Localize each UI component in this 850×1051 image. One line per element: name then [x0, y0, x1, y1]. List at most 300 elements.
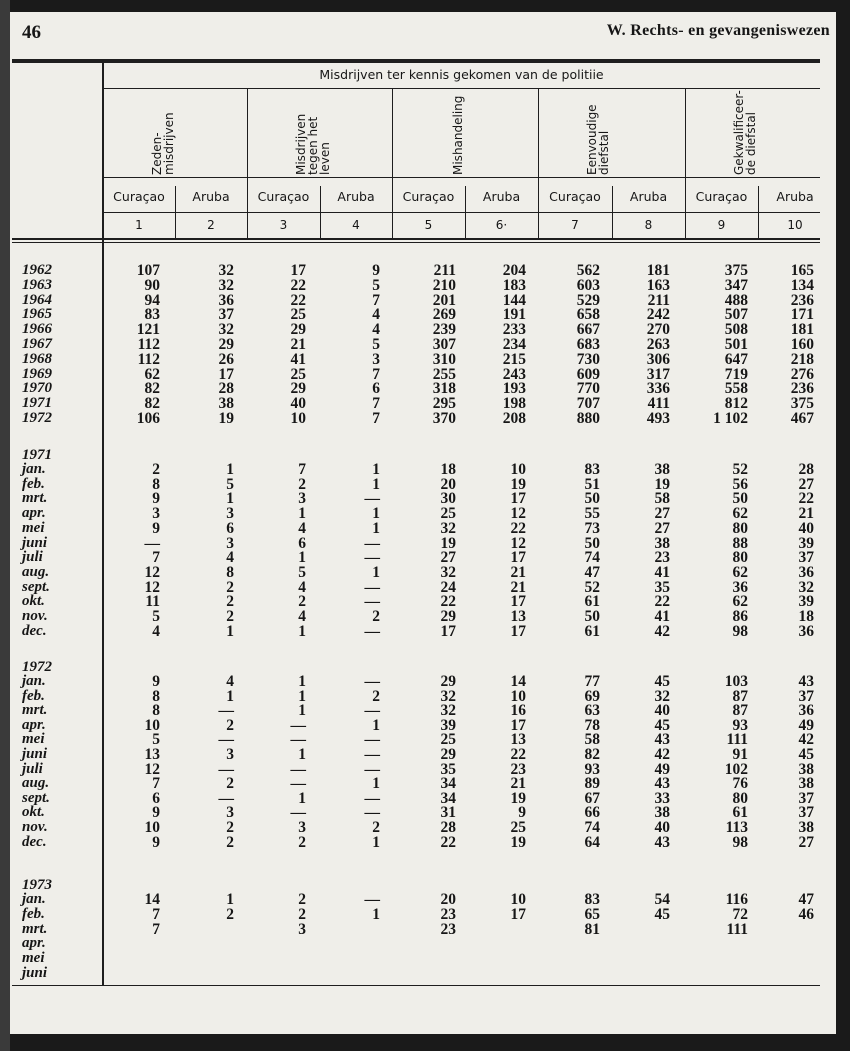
- table-cell: 14: [510, 673, 526, 690]
- table-cell: 1: [226, 891, 234, 908]
- table-cell: 7: [372, 410, 380, 427]
- table-cell: 5: [152, 608, 160, 625]
- table-cell: 116: [725, 891, 748, 908]
- table-cell: 658: [576, 306, 600, 324]
- table-cell: 183: [502, 276, 526, 294]
- column-header: Curaçao: [257, 189, 310, 204]
- table-cell: 3: [226, 804, 234, 822]
- column-number: 10: [787, 218, 803, 232]
- table-cell: 4: [372, 321, 380, 339]
- table-cell: 1: [298, 789, 306, 807]
- table-cell: 770: [576, 380, 600, 398]
- table-cell: 36: [218, 291, 234, 309]
- table-cell: 10: [290, 410, 306, 427]
- table-cell: 87: [732, 702, 748, 720]
- table-cell: 1: [226, 687, 234, 705]
- table-cell: 98: [732, 833, 748, 851]
- row-label: mei: [22, 950, 45, 967]
- table-cell: 98: [732, 622, 748, 640]
- table-cell: 77: [584, 673, 600, 690]
- column-header: Curaçao: [549, 189, 601, 204]
- table-cell: 29: [290, 321, 306, 339]
- table-cell: 36: [798, 702, 814, 720]
- table-cell: 236: [790, 380, 814, 398]
- table-cell: 22: [798, 490, 814, 508]
- table-cell: 23: [654, 549, 670, 567]
- table-cell: 719: [724, 365, 748, 383]
- table-cell: 2: [372, 819, 380, 836]
- table-cell: 12: [144, 578, 160, 596]
- table-cell: 52: [732, 461, 748, 478]
- table-cell: —: [364, 549, 380, 567]
- table-cell: 17: [510, 622, 526, 640]
- row-label: 1969: [22, 365, 52, 382]
- table-cell: 233: [502, 321, 526, 339]
- table-cell: 29: [440, 608, 456, 625]
- table-cell: 74: [584, 549, 600, 567]
- table-cell: 16: [510, 702, 526, 720]
- table-cell: 11: [145, 593, 160, 611]
- table-cell: 181: [646, 262, 670, 279]
- chapter-title: W. Rechts- en gevangeniswezen: [606, 22, 830, 39]
- table-cell: —: [364, 490, 380, 508]
- table-cell: 13: [510, 731, 526, 749]
- table-cell: 33: [654, 789, 670, 807]
- table-cell: 276: [790, 365, 814, 383]
- table-cell: 1: [226, 490, 234, 508]
- table-cell: 36: [798, 622, 814, 640]
- table-cell: 62: [732, 593, 748, 611]
- table-cell: 201: [432, 291, 456, 309]
- row-label: jan.: [22, 673, 46, 689]
- group-divider: [685, 88, 686, 238]
- column-header: Curaçao: [113, 189, 165, 204]
- row-label: dec.: [22, 833, 47, 850]
- table-cell: 34: [440, 789, 456, 807]
- header-double-rule: [12, 242, 820, 243]
- table-cell: 19: [510, 475, 526, 493]
- row-label: juni: [22, 534, 48, 551]
- row-label: feb.: [22, 905, 45, 922]
- page-number: 46: [22, 22, 41, 43]
- table-cell: 336: [646, 380, 670, 398]
- table-cell: 558: [724, 380, 748, 398]
- table-cell: 1: [298, 702, 306, 720]
- column-header: Aruba: [337, 189, 375, 204]
- table-cell: 19: [654, 475, 670, 493]
- table-cell: 9: [152, 519, 160, 537]
- table-cell: 2: [226, 578, 234, 596]
- table-cell: 82: [144, 380, 160, 398]
- table-cell: 17: [510, 490, 526, 508]
- table-cell: 32: [654, 687, 670, 705]
- table-cell: 38: [798, 819, 814, 836]
- row-label: okt.: [22, 804, 45, 821]
- table-cell: 35: [440, 760, 456, 778]
- table-cell: 25: [510, 819, 526, 836]
- table-cell: 17: [510, 593, 526, 611]
- table-cell: 2: [372, 608, 380, 625]
- table-cell: 32: [440, 519, 456, 537]
- table-cell: 29: [218, 336, 234, 353]
- table-cell: 667: [576, 321, 600, 339]
- table-cell: 72: [732, 905, 748, 923]
- table-cell: 35: [654, 578, 670, 596]
- table-cell: 1: [298, 746, 306, 763]
- table-cell: 76: [732, 775, 748, 793]
- row-label: mei: [22, 519, 45, 536]
- table-cell: 1: [372, 833, 380, 851]
- table-cell: 375: [790, 395, 814, 413]
- table-cell: 1: [372, 475, 380, 493]
- table-cell: 17: [510, 716, 526, 734]
- table-cell: 38: [654, 534, 670, 552]
- table-cell: 7: [372, 291, 380, 309]
- table-cell: 80: [732, 519, 748, 537]
- table-cell: 211: [433, 262, 456, 279]
- table-cell: 17: [290, 262, 306, 279]
- table-cell: 22: [440, 833, 456, 851]
- table-cell: 488: [724, 291, 748, 309]
- table-cell: 3: [298, 490, 306, 508]
- table-cell: 2: [298, 833, 306, 851]
- table-cell: 12: [510, 534, 526, 552]
- table-cell: 8: [152, 475, 160, 493]
- table-cell: 25: [290, 365, 306, 383]
- table-cell: 4: [298, 519, 306, 537]
- column-header: Aruba: [629, 189, 668, 204]
- row-label: feb.: [22, 475, 45, 492]
- row-label: feb.: [22, 687, 45, 704]
- row-label: nov.: [22, 608, 48, 624]
- table-cell: 134: [790, 276, 814, 294]
- table-cell: —: [364, 673, 380, 690]
- row-label: apr.: [22, 935, 46, 952]
- table-cell: 94: [144, 291, 160, 309]
- table-cell: 81: [584, 920, 600, 938]
- table-cell: 80: [732, 549, 748, 567]
- table-cell: 7: [152, 905, 160, 923]
- table-cell: 255: [432, 365, 456, 383]
- table-cell: 2: [298, 475, 306, 493]
- table-cell: 370: [432, 410, 456, 427]
- table-cell: 19: [218, 410, 234, 427]
- table-cell: 25: [440, 731, 456, 749]
- table-cell: 1 102: [713, 410, 748, 427]
- page-edge: [0, 0, 10, 1051]
- table-cell: 88: [732, 534, 748, 552]
- column-number: 4: [352, 218, 360, 232]
- table-cell: 20: [440, 475, 456, 493]
- table-cell: 6: [226, 519, 234, 537]
- table-cell: 2: [372, 687, 380, 705]
- table-cell: 9: [152, 673, 160, 690]
- table-cell: —: [364, 593, 380, 611]
- table-cell: 37: [218, 306, 234, 324]
- table-cell: 2: [226, 833, 234, 851]
- group-divider: [247, 88, 248, 238]
- table-cell: 529: [576, 291, 600, 309]
- column-number: 1: [135, 218, 143, 232]
- group-header: Mishandeling: [451, 95, 465, 175]
- table-cell: 17: [440, 622, 456, 640]
- table-cell: 27: [798, 833, 814, 851]
- table-cell: 61: [584, 622, 600, 640]
- group-header: Gekwalificeer- de diefstal: [732, 90, 758, 175]
- column-header: Aruba: [776, 189, 814, 204]
- table-cell: 23: [440, 920, 456, 938]
- table-cell: 47: [798, 891, 814, 908]
- table-cell: 49: [798, 716, 814, 734]
- table-cell: 3: [226, 505, 234, 523]
- table-cell: 93: [584, 760, 600, 778]
- table-cell: 2: [226, 775, 234, 793]
- row-label: mrt.: [22, 490, 48, 507]
- table-cell: 10: [144, 716, 160, 734]
- table-cell: 62: [732, 563, 748, 581]
- table-cell: 7: [152, 920, 160, 938]
- table-cell: 239: [432, 321, 456, 339]
- table-cell: 27: [440, 549, 456, 567]
- row-label: 1970: [22, 380, 52, 397]
- table-cell: 3: [226, 534, 234, 552]
- table-cell: 82: [144, 395, 160, 413]
- table-cell: 4: [298, 578, 306, 596]
- table-cell: 501: [724, 336, 748, 353]
- table-cell: 208: [502, 410, 526, 427]
- table-cell: 14: [144, 891, 160, 908]
- table-cell: 38: [654, 461, 670, 478]
- table-cell: 21: [290, 336, 306, 353]
- table-cell: 144: [502, 291, 526, 309]
- table-cell: 26: [218, 350, 234, 368]
- table-cell: 10: [144, 819, 160, 836]
- table-cell: 210: [432, 276, 456, 294]
- table-cell: 2: [226, 819, 234, 836]
- table-cell: 112: [137, 350, 160, 368]
- table-cell: 22: [290, 276, 306, 294]
- table-cell: 508: [724, 321, 748, 339]
- table-cell: 37: [798, 549, 814, 567]
- table-cell: 41: [654, 563, 670, 581]
- row-label: 1971: [22, 395, 52, 412]
- row-label: 1965: [22, 306, 52, 323]
- table-cell: 3: [152, 505, 160, 523]
- row-label: aug.: [22, 775, 50, 792]
- group-divider: [392, 88, 393, 238]
- table-cell: 69: [584, 687, 600, 705]
- table-cell: 45: [798, 746, 814, 763]
- table-cell: 32: [440, 563, 456, 581]
- section-label: 1973: [22, 877, 52, 893]
- table-cell: —: [290, 804, 306, 822]
- table-cell: 42: [654, 622, 670, 640]
- table-cell: 215: [502, 350, 526, 368]
- table-cell: 1: [226, 461, 234, 478]
- table-cell: 507: [724, 306, 748, 324]
- table-cell: 1: [372, 716, 380, 734]
- table-cell: —: [364, 578, 380, 596]
- table-cell: 6: [298, 534, 306, 552]
- table-cell: 1: [226, 622, 234, 640]
- table-cell: —: [364, 746, 380, 763]
- table-cell: 29: [290, 380, 306, 398]
- table-cell: 45: [654, 905, 670, 923]
- table-cell: 181: [790, 321, 814, 339]
- row-label: juni: [22, 965, 48, 981]
- table-cell: 74: [584, 819, 600, 836]
- table-cell: 269: [432, 306, 456, 324]
- table-cell: 310: [432, 350, 456, 368]
- table-cell: 2: [298, 593, 306, 611]
- table-cell: 27: [654, 505, 670, 523]
- table-cell: 19: [510, 789, 526, 807]
- table-cell: 18: [798, 608, 814, 625]
- row-label: sept.: [22, 578, 50, 595]
- table-cell: 160: [790, 336, 814, 353]
- table-cell: 263: [646, 336, 670, 353]
- table-cell: 10: [510, 891, 526, 908]
- table-cell: 236: [790, 291, 814, 309]
- table-cell: —: [290, 731, 306, 749]
- table-cell: 2: [226, 608, 234, 625]
- row-label: mrt.: [22, 702, 48, 719]
- table-cell: 9: [372, 262, 380, 279]
- table-cell: 1: [298, 673, 306, 690]
- table-cell: —: [290, 760, 306, 778]
- table-cell: 8: [152, 702, 160, 720]
- table-cell: 171: [790, 306, 814, 324]
- table-cell: 22: [440, 593, 456, 611]
- table-cell: 7: [152, 549, 160, 567]
- table-cell: 7: [372, 395, 380, 413]
- table-cell: 21: [510, 775, 526, 793]
- table-cell: 880: [576, 410, 600, 427]
- table-cell: 12: [144, 760, 160, 778]
- table-cell: 8: [152, 687, 160, 705]
- table-cell: 111: [726, 920, 748, 938]
- section-label: 1971: [22, 447, 52, 463]
- table-cell: 40: [654, 819, 670, 836]
- header-rule: [103, 88, 820, 89]
- table-cell: 306: [646, 350, 670, 368]
- row-label: aug.: [22, 563, 50, 580]
- row-label: mrt.: [22, 920, 48, 937]
- table-cell: 82: [584, 746, 600, 763]
- super-header: Misdrijven ter kennis gekomen van de politiie: [319, 67, 604, 82]
- row-label: nov.: [22, 819, 48, 835]
- table-cell: 603: [576, 276, 600, 294]
- table-cell: 6: [152, 789, 160, 807]
- table-cell: 23: [440, 905, 456, 923]
- table-cell: 243: [502, 365, 526, 383]
- row-label: juli: [22, 549, 43, 566]
- row-label: 1968: [22, 350, 52, 367]
- table-cell: 609: [576, 365, 600, 383]
- table-cell: 218: [790, 350, 814, 368]
- table-cell: 683: [576, 336, 600, 353]
- table-cell: 9: [152, 833, 160, 851]
- table-cell: 28: [798, 461, 814, 478]
- table-cell: —: [364, 760, 380, 778]
- table-cell: 13: [144, 746, 160, 763]
- table-cell: 103: [724, 673, 748, 690]
- table-cell: 41: [654, 608, 670, 625]
- table-cell: 58: [654, 490, 670, 508]
- table-cell: 42: [654, 746, 670, 763]
- table-cell: 493: [646, 410, 670, 427]
- column-number: 9: [717, 218, 726, 232]
- table-cell: 31: [440, 804, 456, 822]
- table-cell: 317: [646, 365, 670, 383]
- table-cell: —: [364, 804, 380, 822]
- table-cell: 78: [584, 716, 600, 734]
- table-cell: 204: [502, 262, 526, 279]
- table-cell: 8: [226, 563, 234, 581]
- table-cell: 19: [510, 833, 526, 851]
- table-cell: —: [218, 702, 234, 720]
- column-number: 7: [571, 218, 579, 232]
- table-cell: 56: [732, 475, 748, 493]
- row-label: 1962: [22, 262, 52, 278]
- row-label: 1963: [22, 276, 52, 293]
- table-cell: 1: [372, 519, 380, 537]
- table-cell: 37: [798, 687, 814, 705]
- table-cell: 3: [298, 819, 306, 836]
- table-cell: 38: [218, 395, 234, 413]
- table-cell: 4: [226, 673, 234, 690]
- table-cell: 163: [646, 276, 670, 294]
- table-cell: 1: [372, 905, 380, 923]
- table-cell: 36: [732, 578, 748, 596]
- row-label: jan.: [22, 891, 46, 907]
- column-number: 5: [424, 218, 433, 232]
- row-label: okt.: [22, 593, 45, 610]
- column-header: Aruba: [192, 189, 230, 204]
- table-cell: —: [364, 731, 380, 749]
- table-cell: 32: [218, 276, 234, 294]
- table-cell: 28: [218, 380, 234, 398]
- table-cell: —: [144, 534, 160, 552]
- table-cell: 12: [144, 563, 160, 581]
- table-cell: 39: [798, 593, 814, 611]
- table-cell: 54: [654, 891, 670, 908]
- row-label: dec.: [22, 622, 47, 639]
- table-cell: 63: [584, 702, 600, 720]
- table-cell: 2: [152, 461, 160, 478]
- table-cell: 4: [298, 608, 306, 625]
- table-cell: 50: [584, 608, 600, 625]
- table-cell: 37: [798, 804, 814, 822]
- group-divider: [538, 88, 539, 238]
- table-cell: —: [364, 891, 380, 908]
- table-cell: 647: [724, 350, 748, 368]
- table-cell: 93: [732, 716, 748, 734]
- table-cell: 730: [576, 350, 600, 368]
- table-cell: 3: [372, 350, 380, 368]
- table-cell: —: [290, 716, 306, 734]
- table-cell: 42: [798, 731, 814, 749]
- table-cell: 32: [798, 578, 814, 596]
- table-cell: 90: [144, 276, 160, 294]
- table-cell: 47: [584, 563, 600, 581]
- table-cell: 1: [298, 687, 306, 705]
- table-cell: 40: [654, 702, 670, 720]
- table-cell: 61: [584, 593, 600, 611]
- table-cell: 87: [732, 687, 748, 705]
- table-cell: 65: [584, 905, 600, 923]
- table-cell: 21: [510, 578, 526, 596]
